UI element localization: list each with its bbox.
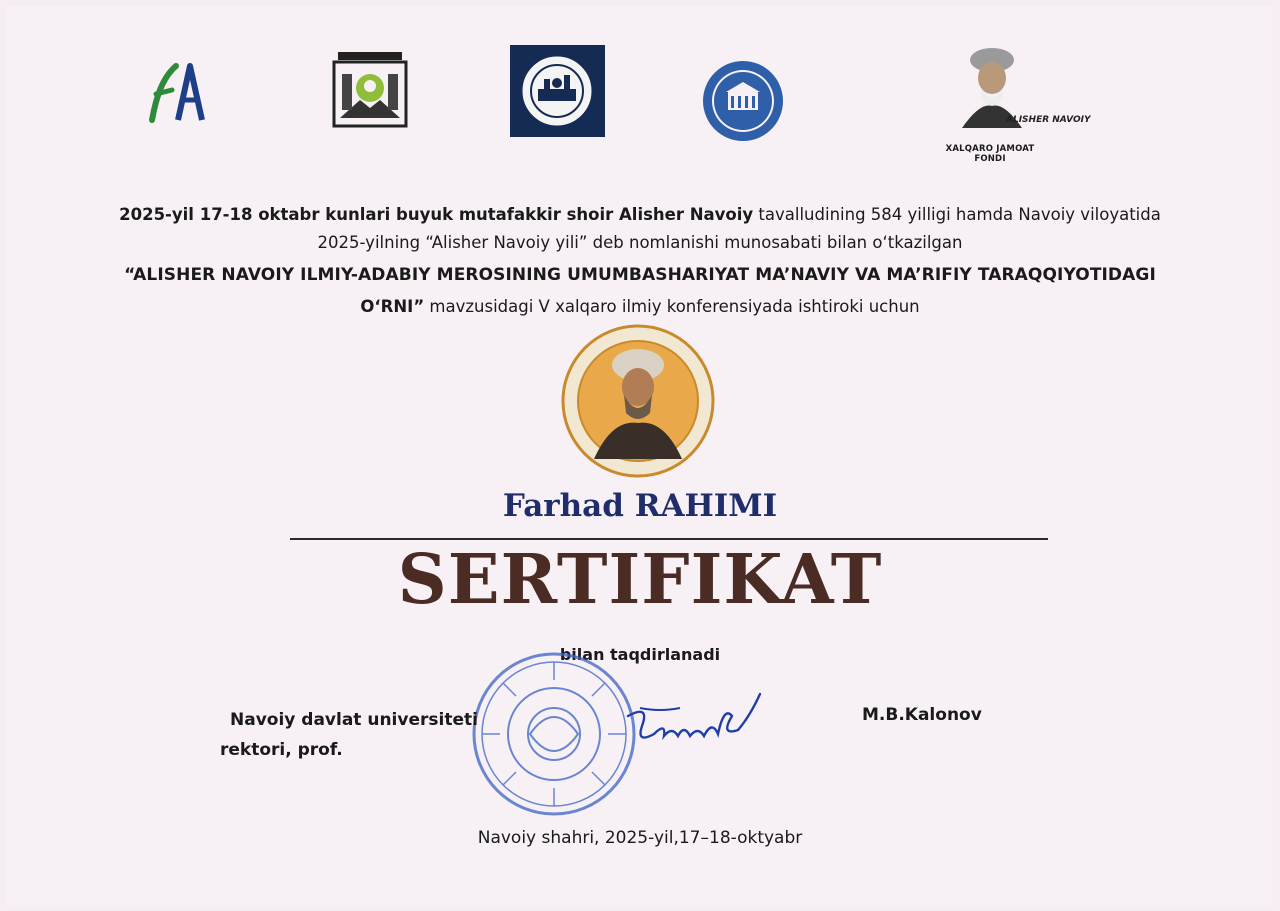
alisher-navoiy-portrait-icon (940, 42, 1091, 156)
intro-line-4 (0, 295, 1280, 319)
conference-title-end: O‘RNI” (360, 297, 425, 316)
recipient-name: Farhad RAHIMI (502, 488, 778, 524)
fond-logo-name: ALISHER NAVOIY (1006, 115, 1091, 125)
fond-caption: XALQARO JAMOAT FONDI (945, 144, 1035, 164)
handwritten-signature-icon (620, 686, 770, 756)
pedagogical-institute-emblem-icon (330, 48, 410, 130)
conference-title: “ALISHER NAVOIY ILMIY-ADABIY MEROSINING UMUMBASHARIYAT MA’NAVIY VA MA’RIFIY TARAQQIYOTIDAGI (124, 265, 1156, 285)
signatory-position: rektori, prof. (220, 740, 343, 760)
intro-line-1 (0, 203, 1280, 227)
awarded-text: bilan taqdirlanadi (559, 645, 721, 664)
signatory-name: M.B.Kalonov (862, 705, 982, 725)
intro-line-2: 2025-yilning “Alisher Navoiy yili” deb nomlanishi munosabati bilan o‘tkazilgan (317, 233, 963, 252)
navoi-region-emblem-icon (510, 45, 605, 137)
signatory-title (220, 705, 478, 765)
intro-line-1-bold: 2025-yil 17-18 oktabr kunlari buyuk mutafakkir shoir Alisher Navoiy (119, 205, 754, 224)
certificate-title: SERTIFIKAT (397, 540, 883, 620)
fa-logo-icon (142, 58, 214, 128)
place-and-date: Navoiy shahri, 2025-yil,17–18-oktyabr (477, 828, 803, 848)
navoi-portrait-medal-icon (560, 323, 716, 479)
official-round-stamp-icon (470, 650, 638, 818)
navoi-state-university-seal-icon (700, 58, 786, 144)
intro-line-1-rest: tavalludining 584 yilligi hamda Navoiy viloyatida (753, 205, 1161, 224)
intro-line-4-rest: mavzusidagi V xalqaro ilmiy konferensiyada ishtiroki uchun (424, 297, 920, 316)
signatory-org: Navoiy davlat universiteti (230, 710, 478, 730)
